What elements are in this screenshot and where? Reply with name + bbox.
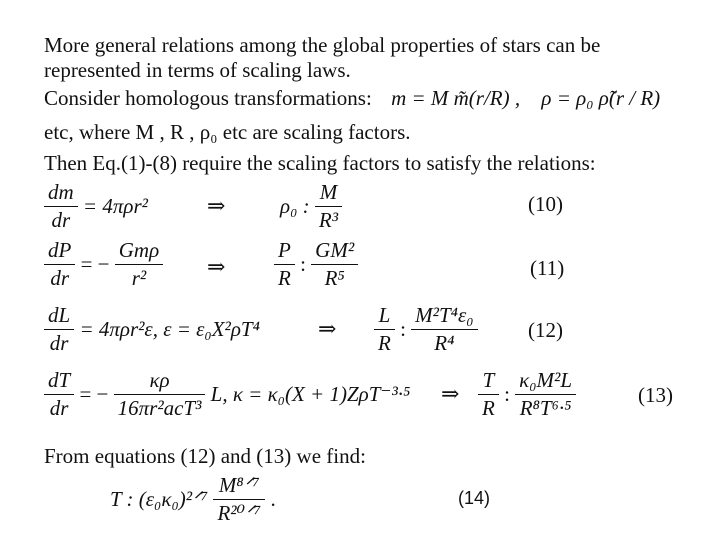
density-transformation: ρ = ρ₀ ρ̃(r / R) [541,86,661,110]
eq14-num: M⁸ᐟ⁷ [213,473,265,500]
eq10-lhs-fraction [44,180,78,233]
eq11-colon: : [300,252,306,276]
eq12-result-left-den: R [378,331,391,355]
intro-paragraph: More general relations among the global properties of stars can be represented in terms of scaling laws. [44,33,601,82]
eq11-result-den: R⁵ [324,266,345,290]
eq12-lhs-num: dL [44,303,74,330]
eq13-mid-fraction [114,368,206,421]
eq14-den: R²⁰ᐟ⁷ [217,501,262,525]
eq13-lhs-den: dr [49,396,69,420]
eq12-lhs-den: dr [49,331,69,355]
eq10-lhs-num: dm [44,180,78,207]
eq14-tag: (14) [458,488,491,508]
eq11-result-num: GM² [311,238,358,265]
eq10-result-left: ρ₀ : [280,194,310,218]
implies-symbol: ⇒ [318,316,337,341]
eq10-tag: (10) [528,192,563,216]
eq13-sign: = − [79,382,109,406]
eq11-mid-den: r² [131,266,147,290]
eq12-colon: : [400,317,406,341]
eq13-mid-num: κρ [114,368,206,395]
eq12-lhs-fraction [44,303,74,356]
equation-13 [44,368,410,421]
eq11-result-fraction [311,238,358,291]
eq11-result-left-fraction [274,238,295,291]
eq13-result-fraction [515,368,576,421]
scaling-factors-line: etc, where M , R , ρ₀ etc are scaling factors. [44,120,411,144]
eq11-result-left-den: R [278,266,291,290]
eq13-result-left-den: R [482,396,495,420]
eq10-result [280,180,342,233]
eq14-period: . [270,487,276,511]
eq11-tag: (11) [530,256,565,280]
eq11-sign: = − [80,252,110,276]
eq11-lhs-num: dP [44,238,75,265]
eq14-lhs: T : (ε₀κ₀)²ᐟ⁷ [110,487,209,511]
eq13-tag: (13) [638,383,673,407]
eq13-mid-den: 16πr²acT³ [117,396,202,420]
implies-symbol: ⇒ [207,254,226,279]
relations-intro: Then Eq.(1)-(8) require the scaling factors to satisfy the relations: [44,151,596,175]
eq11-lhs-fraction [44,238,75,291]
mass-transformation: m = M m̃(r/R) , [391,86,521,110]
eq13-colon: : [504,382,510,406]
eq11-lhs-den: dr [50,266,69,290]
homologous-line [44,86,694,111]
eq12-result [374,303,478,356]
eq12-tag: (12) [528,318,563,342]
eq12-result-den: R⁴ [434,331,455,355]
eq13-rhs: L, κ = κ₀(X + 1)ZρT⁻³·⁵ [210,382,411,406]
eq11-result-left-num: P [274,238,295,265]
eq10-lhs-den: dr [51,208,71,232]
eq13-result-left-num: T [478,368,499,395]
implies-symbol: ⇒ [207,193,226,218]
eq12-result-left-fraction [374,303,395,356]
eq13-result-den: R⁸T⁶·⁵ [519,396,572,420]
eq13-result [478,368,576,421]
eq13-result-left-fraction [478,368,499,421]
eq14-fraction [213,473,265,526]
eq12-result-left-num: L [374,303,395,330]
eq10-result-den: R³ [318,208,338,232]
equation-11 [44,238,163,291]
eq10-result-num: M [315,180,342,207]
equation-12 [44,303,260,356]
eq12-rhs: = 4πρr²ε, ε = ε₀X²ρT⁴ [79,317,260,341]
eq13-result-num: κ₀M²L [515,368,576,395]
eq10-rhs: = 4πρr² [82,194,148,218]
eq11-mid-fraction [115,238,163,291]
equation-14 [110,473,276,526]
eq12-result-fraction [411,303,477,356]
eq13-lhs-num: dT [44,368,74,395]
eq12-result-num: M²T⁴ε₀ [411,303,477,330]
eq11-mid-num: Gmρ [115,238,163,265]
homologous-prefix: Consider homologous transformations: [44,86,372,110]
eq11-result [274,238,358,291]
implies-symbol: ⇒ [441,381,460,406]
eq10-result-fraction [315,180,342,233]
eq13-lhs-fraction [44,368,74,421]
conclusion-line: From equations (12) and (13) we find: [44,444,366,468]
